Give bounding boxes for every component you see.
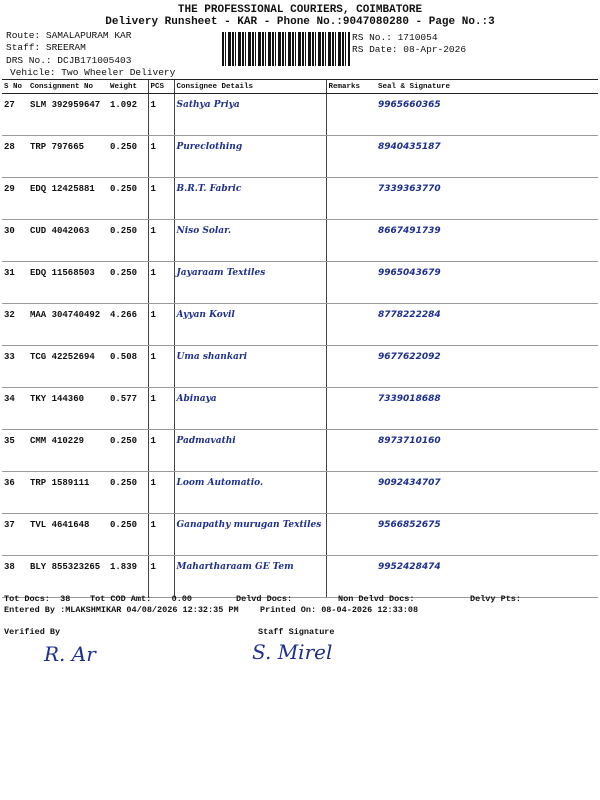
rs-date: RS Date: 08-Apr-2026 [352,44,467,55]
table-row [2,430,598,472]
cell-sno: 35 [2,430,28,472]
table-body [2,94,598,598]
cell-weight: 0.250 [108,178,148,220]
cell-remarks [326,94,376,136]
col-pcs: PCS [148,80,174,94]
cell-pcs: 1 [148,388,174,430]
verified-signature: R. Ar [44,642,96,666]
cell-weight: 0.250 [108,514,148,556]
rs-number: RS No.: 1710054 [352,32,438,43]
col-seal: Seal & Signature [376,80,598,94]
delvd-docs: Delvd Docs: [236,594,293,604]
cell-seal: 8973710160 [376,430,598,472]
staff-signature-label: Staff Signature [258,627,335,637]
staff-label: Staff: SREERAM [6,42,86,53]
cell-weight: 0.250 [108,430,148,472]
cell-seal: 9952428474 [376,556,598,598]
runsheet-subtitle: Delivery Runsheet - KAR - Phone No.:9047080280 - Page No.:3 [105,16,495,28]
cell-remarks [326,178,376,220]
cell-weight: 0.508 [108,346,148,388]
cell-consignee: Jayaraam Textiles [174,262,326,304]
cell-pcs: 1 [148,430,174,472]
col-remarks: Remarks [326,80,376,94]
col-weight: Weight [108,80,148,94]
cell-remarks [326,220,376,262]
cell-weight: 1.092 [108,94,148,136]
cell-sno: 32 [2,304,28,346]
cell-consignee: Uma shankari [174,346,326,388]
drs-number: DRS No.: DCJB171005403 [6,55,132,66]
cell-consignment: MAA 304740492 [28,304,108,346]
cell-remarks [326,388,376,430]
cell-pcs: 1 [148,514,174,556]
cell-pcs: 1 [148,262,174,304]
cell-consignment: TRP 797665 [28,136,108,178]
table-row [2,94,598,136]
cell-pcs: 1 [148,178,174,220]
cell-seal: 7339018688 [376,388,598,430]
cell-seal: 8667491739 [376,220,598,262]
cell-consignee: Niso Solar. [174,220,326,262]
cell-pcs: 1 [148,94,174,136]
cell-consignment: CUD 4042063 [28,220,108,262]
cell-remarks [326,514,376,556]
table-row [2,304,598,346]
route-label: Route: SAMALAPURAM KAR [6,30,132,41]
table-row [2,262,598,304]
tot-docs: Tot Docs: 38 [4,594,71,604]
cell-sno: 30 [2,220,28,262]
col-consignee: Consignee Details [174,80,326,94]
table-row [2,178,598,220]
col-consignment: Consignment No [28,80,108,94]
cell-seal: 8778222284 [376,304,598,346]
barcode-icon [222,32,350,66]
cell-consignee: B.R.T. Fabric [174,178,326,220]
non-delvd-docs: Non Delvd Docs: [338,594,415,604]
cell-pcs: 1 [148,304,174,346]
cell-remarks [326,472,376,514]
cell-consignment: TKY 144360 [28,388,108,430]
cell-pcs: 1 [148,556,174,598]
cell-sno: 33 [2,346,28,388]
cell-seal: 9965043679 [376,262,598,304]
cell-sno: 37 [2,514,28,556]
table-row [2,346,598,388]
cell-consignment: SLM 392959647 [28,94,108,136]
cell-remarks [326,556,376,598]
cell-seal: 9566852675 [376,514,598,556]
cell-seal: 9965660365 [376,94,598,136]
table-row [2,388,598,430]
cell-remarks [326,430,376,472]
cell-pcs: 1 [148,472,174,514]
cell-sno: 27 [2,94,28,136]
tot-cod: Tot COD Amt: 0.00 [90,594,193,604]
cell-pcs: 1 [148,136,174,178]
table-row [2,136,598,178]
table-row [2,556,598,598]
cell-sno: 28 [2,136,28,178]
cell-weight: 1.839 [108,556,148,598]
cell-consignee: Ganapathy murugan Textiles [174,514,326,556]
cell-consignee: Padmavathi [174,430,326,472]
cell-weight: 0.250 [108,220,148,262]
cell-seal: 7339363770 [376,178,598,220]
table-row [2,514,598,556]
cell-consignee: Abinaya [174,388,326,430]
cell-consignee: Sathya Priya [174,94,326,136]
runsheet-table [2,79,598,598]
cell-sno: 29 [2,178,28,220]
cell-weight: 4.266 [108,304,148,346]
cell-sno: 38 [2,556,28,598]
staff-signature: S. Mirel [252,640,333,664]
cell-pcs: 1 [148,220,174,262]
vehicle-label: Vehicle: Two Wheeler Delivery [10,67,176,78]
cell-remarks [326,262,376,304]
cell-consignee: Loom Automatio. [174,472,326,514]
cell-pcs: 1 [148,346,174,388]
cell-consignment: TCG 42252694 [28,346,108,388]
entered-by: Entered By :MLAKSHMIKAR 04/08/2026 12:32:35 PM [4,605,239,615]
cell-weight: 0.250 [108,136,148,178]
cell-seal: 9092434707 [376,472,598,514]
cell-sno: 31 [2,262,28,304]
cell-seal: 9677622092 [376,346,598,388]
cell-weight: 0.250 [108,472,148,514]
cell-consignment: TVL 4641648 [28,514,108,556]
cell-remarks [326,136,376,178]
table-header-row [2,80,598,94]
cell-consignee: Pureclothing [174,136,326,178]
cell-weight: 0.250 [108,262,148,304]
cell-seal: 8940435187 [376,136,598,178]
table-row [2,472,598,514]
cell-consignment: EDQ 11568503 [28,262,108,304]
cell-weight: 0.577 [108,388,148,430]
cell-consignment: EDQ 12425881 [28,178,108,220]
cell-consignee: Mahartharaam GE Tem [174,556,326,598]
col-sno: S No [2,80,28,94]
cell-consignment: BLY 855323265 [28,556,108,598]
cell-consignment: CMM 410229 [28,430,108,472]
cell-consignment: TRP 1589111 [28,472,108,514]
verified-by-label: Verified By [4,627,61,637]
cell-consignee: Ayyan Kovil [174,304,326,346]
cell-remarks [326,346,376,388]
cell-sno: 34 [2,388,28,430]
delvy-pts: Delvy Pts: [470,594,522,604]
table-row [2,220,598,262]
cell-remarks [326,304,376,346]
cell-sno: 36 [2,472,28,514]
company-title: THE PROFESSIONAL COURIERS, COIMBATORE [177,4,423,16]
printed-on: Printed On: 08-04-2026 12:33:08 [260,605,419,615]
